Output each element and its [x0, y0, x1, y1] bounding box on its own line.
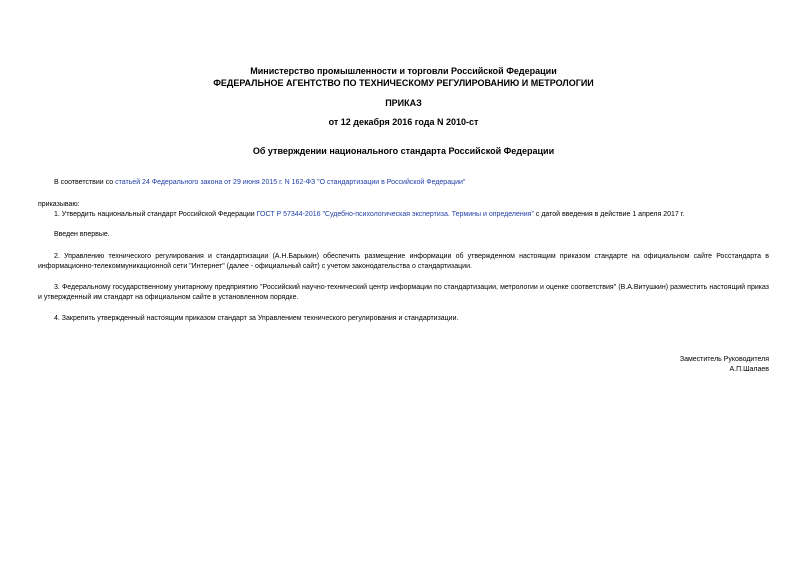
gost-standard-link[interactable]: ГОСТ Р 57344-2016 "Судебно-психологическая экспертиза. Термины и определения" [256, 211, 534, 218]
basis-paragraph [54, 178, 774, 188]
document-subject: Об утверждении национального стандарта Российской Федерации [252, 146, 555, 156]
item-1-prefix: 1. Утвердить национальный стандарт Российской Федерации [54, 211, 257, 218]
ministry-name: Министерство промышленности и торговли Российской Федерации [250, 66, 557, 76]
federal-law-link[interactable]: статьей 24 Федерального закона от 29 июня 2015 г. N 162-ФЗ "О стандартизации в Российской Федерации" [115, 179, 466, 186]
item-4-paragraph: 4. Закрепить утвержденный настоящим приказом стандарт за Управлением технического регулирования и стандартизации. [54, 315, 459, 322]
signatory-name: А.П.Шалаев [729, 366, 769, 373]
introduced-note: Введен впервые. [54, 231, 110, 238]
item-1-paragraph [54, 210, 774, 220]
item-2-paragraph: 2. Управлению технического регулирования и стандартизации (А.Н.Барыкин) обеспечить размещение информации об утвержденном настоящим приказом стандарте на официальном сайте Росстандарта в информационно-телекоммуникационной сети "Интернет" (далее - официальный сайт) с учетом законодательства о стандартизации. [38, 253, 769, 270]
item-1-suffix: с датой введения в действие 1 апреля 2017 г. [533, 211, 685, 218]
order-word: приказываю: [38, 201, 80, 208]
agency-name: ФЕДЕРАЛЬНОЕ АГЕНТСТВО ПО ТЕХНИЧЕСКОМУ РЕГУЛИРОВАНИЮ И МЕТРОЛОГИИ [213, 78, 594, 88]
basis-prefix: В соответствии со [54, 179, 116, 186]
signatory-position: Заместитель Руководителя [679, 356, 769, 363]
document-type: ПРИКАЗ [385, 98, 422, 108]
item-3-paragraph: 3. Федеральному государственному унитарному предприятию "Российский научно-технический центр информации по стандартизации, метрологии и оценке соответствия" (В.А.Витушкин) разместить настоящий приказ и утвержденный им стандарт на официальном сайте в установленном порядке. [38, 284, 769, 301]
document-date-number: от 12 декабря 2016 года N 2010-ст [328, 117, 479, 127]
